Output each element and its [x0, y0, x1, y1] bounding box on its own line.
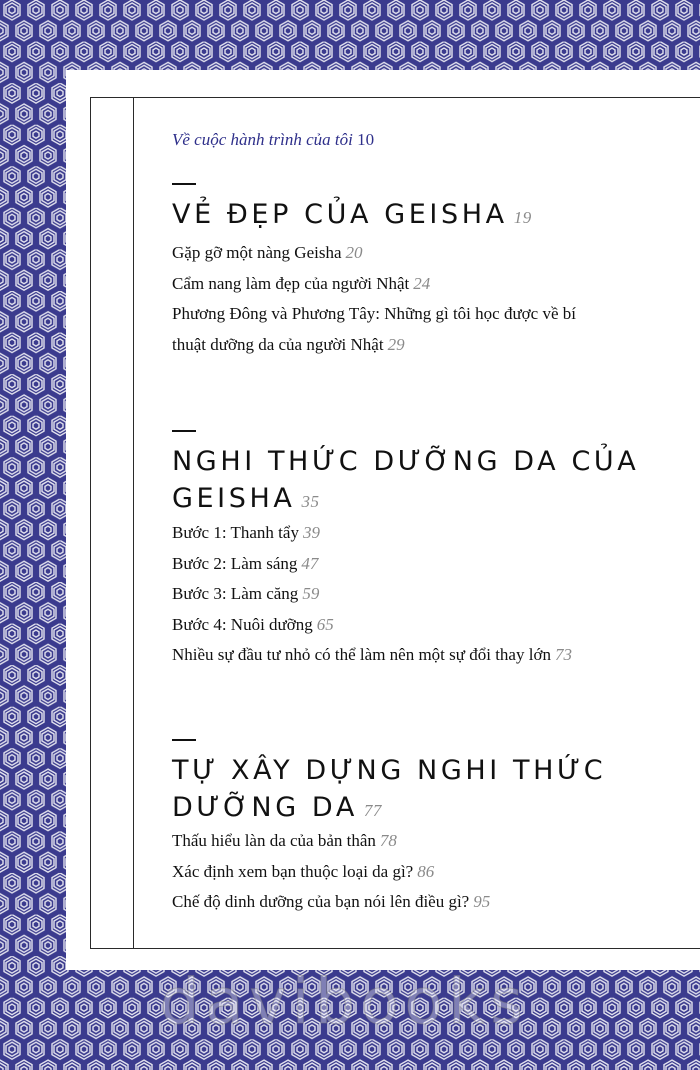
entry-page-number: 78 — [379, 831, 397, 850]
list-item[interactable] — [172, 610, 682, 641]
list-item[interactable] — [172, 579, 682, 610]
section-3-title-line-1: TỰ XÂY DỰNG NGHI THỨC — [172, 755, 607, 786]
section-2-title[interactable] — [172, 443, 672, 520]
entry-text: Cẩm nang làm đẹp của người Nhật — [172, 273, 410, 293]
section-2-dash — [172, 430, 196, 432]
section-2-title-line-1: NGHI THỨC DƯỠNG DA CỦA — [172, 446, 640, 477]
list-item[interactable] — [172, 299, 682, 330]
section-1-page-number: 19 — [513, 208, 532, 227]
entry-page-number: 24 — [413, 273, 431, 293]
list-item[interactable] — [172, 238, 682, 269]
list-item[interactable] — [172, 518, 682, 549]
entry-page-number: 47 — [301, 553, 319, 573]
section-2-page-number: 35 — [301, 492, 320, 511]
entry-page-number: 29 — [387, 334, 405, 354]
intro-text: Về cuộc hành trình của tôi — [172, 130, 353, 149]
toc-intro-entry[interactable] — [172, 130, 374, 150]
section-2-entries — [172, 518, 682, 671]
section-1-dash — [172, 183, 196, 185]
entry-text: Nhiều sự đầu tư nhỏ có thể làm nên một sự đổi thay lớn — [172, 645, 551, 664]
watermark: davibooks — [160, 965, 529, 1038]
entry-page-number: 86 — [417, 861, 435, 881]
section-3-dash — [172, 739, 196, 741]
list-item[interactable] — [172, 640, 682, 671]
entry-text: Bước 3: Làm căng — [172, 584, 299, 603]
entry-text: Bước 1: Thanh tẩy — [172, 523, 299, 542]
section-1-title[interactable] — [172, 196, 672, 236]
entry-text: thuật dưỡng da của người Nhật — [172, 334, 384, 354]
entry-text: Chế độ dinh dưỡng của bạn nói lên điều gì? — [172, 892, 470, 911]
list-item[interactable] — [172, 549, 682, 580]
section-2-title-line-2: GEISHA — [172, 483, 296, 514]
entry-text: Phương Đông và Phương Tây: Những gì tôi học được về bí — [172, 304, 576, 323]
list-item[interactable] — [172, 269, 682, 300]
entry-text: Bước 2: Làm sáng — [172, 553, 298, 573]
entry-page-number: 73 — [554, 645, 572, 664]
intro-page-number: 10 — [357, 130, 375, 149]
section-3-entries — [172, 826, 682, 918]
entry-text: Thấu hiểu làn da của bản thân — [172, 831, 376, 850]
entry-page-number: 59 — [302, 584, 320, 603]
entry-text: Xác định xem bạn thuộc loại da gì? — [172, 861, 414, 881]
entry-text: Gặp gỡ một nàng Geisha — [172, 243, 342, 262]
section-3-page-number: 77 — [363, 801, 382, 820]
section-1-title-text: VẺ ĐẸP CỦA GEISHA — [172, 199, 508, 230]
list-item[interactable] — [172, 330, 682, 361]
margin-rule — [133, 97, 134, 949]
entry-page-number: 95 — [473, 892, 491, 911]
entry-page-number: 20 — [345, 243, 363, 262]
entry-text: Bước 4: Nuôi dưỡng — [172, 614, 313, 634]
entry-page-number: 65 — [316, 614, 334, 634]
section-3-title-line-2: DƯỠNG DA — [172, 792, 358, 823]
list-item[interactable] — [172, 826, 682, 857]
list-item[interactable] — [172, 887, 682, 918]
entry-page-number: 39 — [302, 523, 320, 542]
section-1-entries — [172, 238, 682, 360]
list-item[interactable] — [172, 857, 682, 888]
section-3-title[interactable] — [172, 752, 672, 829]
